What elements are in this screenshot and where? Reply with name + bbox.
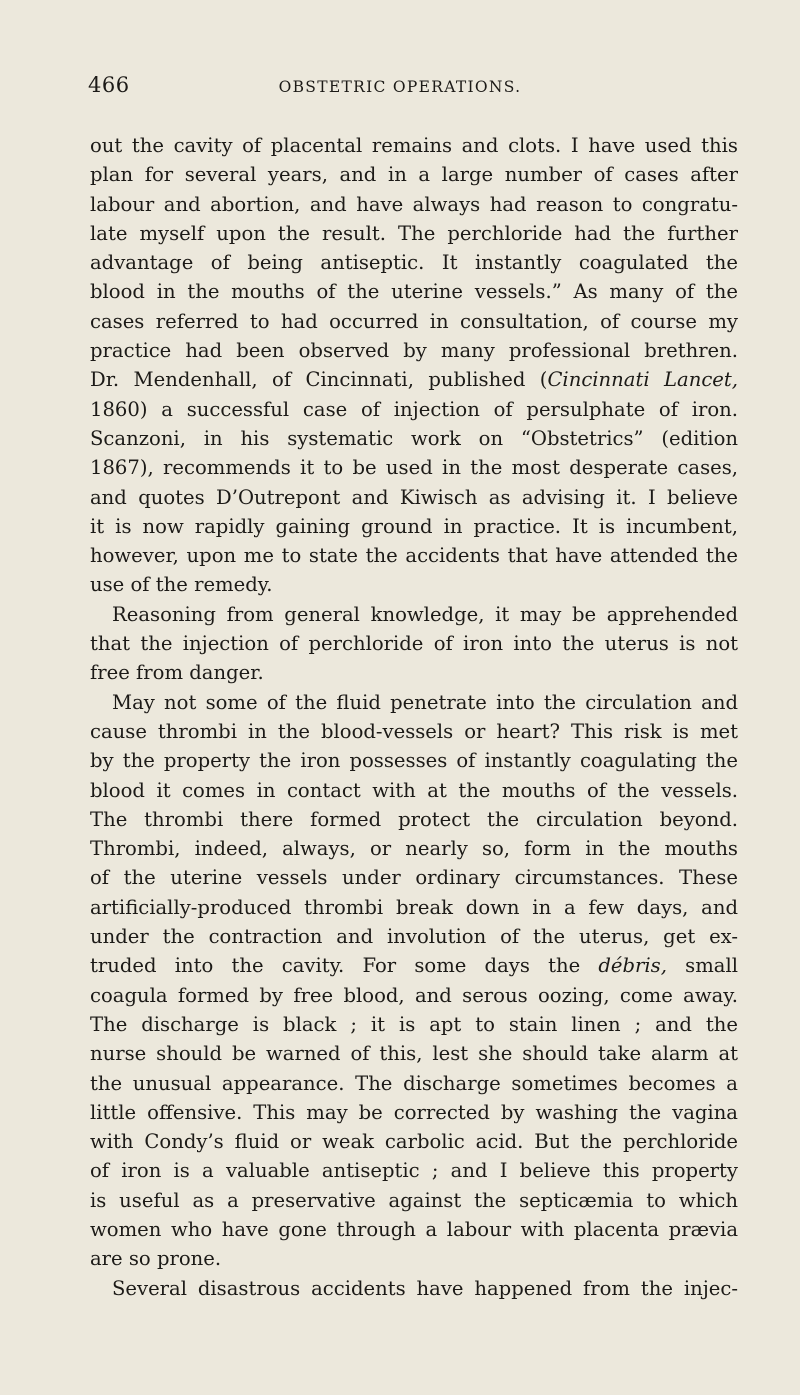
paragraph-end-line: use of the remedy. xyxy=(90,573,273,597)
paragraph-start-line: Reasoning from general knowledge, it may be apprehended xyxy=(112,602,738,626)
text-segment: Dr. Mendenhall, of Cincinnati, published ( xyxy=(90,368,548,392)
text-line: practice had been observed by many professional brethren. xyxy=(90,339,738,363)
text-line xyxy=(90,365,738,394)
text-line: 1867), recommends it to be used in the most desperate cases, xyxy=(90,456,738,480)
text-line: plan for several years, and in a large number of cases after xyxy=(90,163,738,187)
running-head: OBSTETRIC OPERATIONS. xyxy=(278,78,522,96)
paragraph-end-line: free from danger. xyxy=(90,661,264,685)
text-line: artificially-produced thrombi break down in a few days, and xyxy=(90,895,738,919)
text-line: out the cavity of placental remains and clots. I have used this xyxy=(90,134,738,157)
page-number: 466 xyxy=(88,73,130,97)
text-line: labour and abortion, and have always had reason to congratu- xyxy=(90,192,738,216)
text-line: and quotes D’Outrepont and Kiwisch as advising it. I believe xyxy=(90,485,738,509)
text-segment: small xyxy=(666,954,738,978)
text-line: women who have gone through a labour with placenta prævia xyxy=(90,1217,738,1241)
text-line: little offensive. This may be corrected by washing the vagina xyxy=(90,1100,738,1124)
text-line: The thrombi there formed protect the circulation beyond. xyxy=(90,807,738,831)
text-line xyxy=(90,951,738,980)
text-line: is useful as a preservative against the septicæmia to which xyxy=(90,1188,738,1212)
text-line: late myself upon the result. The perchloride had the further xyxy=(90,221,738,245)
text-line: that the injection of perchloride of iron into the uterus is not xyxy=(90,632,738,656)
text-line: of iron is a valuable antiseptic ; and I believe this property xyxy=(90,1159,738,1183)
text-line: with Condy’s fluid or weak carbolic acid. But the perchloride xyxy=(90,1130,738,1154)
text-line: Thrombi, indeed, always, or nearly so, form in the mouths xyxy=(90,837,738,861)
italic-term: débris, xyxy=(598,954,667,978)
text-line: Scanzoni, in his systematic work on “Obstetrics” (edition xyxy=(90,426,738,450)
text-line: blood it comes in contact with at the mouths of the vessels. xyxy=(90,778,738,802)
text-line: it is now rapidly gaining ground in practice. It is incumbent, xyxy=(90,514,738,538)
text-line: the unusual appearance. The discharge sometimes becomes a xyxy=(90,1071,738,1095)
text-line: blood in the mouths of the uterine vessels.” As many of the xyxy=(90,280,738,304)
text-line: coagula formed by free blood, and serous oozing, come away. xyxy=(90,983,738,1007)
text-line: however, upon me to state the accidents that have attended the xyxy=(90,544,738,568)
text-line: by the property the iron possesses of instantly coagulating the xyxy=(90,749,738,773)
text-line: 1860) a successful case of injection of persulphate of iron. xyxy=(90,397,738,421)
text-line: nurse should be warned of this, lest she should take alarm at xyxy=(90,1042,738,1066)
text-segment: truded into the cavity. For some days the xyxy=(90,954,599,978)
text-line: The discharge is black ; it is apt to stain linen ; and the xyxy=(90,1012,738,1036)
text-line: cause thrombi in the blood-vessels or heart? This risk is met xyxy=(90,719,738,743)
text-line: under the contraction and involution of the uterus, get ex- xyxy=(90,925,738,949)
text-line: advantage of being antiseptic. It instantly coagulated the xyxy=(90,251,738,275)
text-line: cases referred to had occurred in consultation, of course my xyxy=(90,309,738,333)
paragraph-end-line: are so prone. xyxy=(90,1247,222,1271)
paragraph-start-line: May not some of the fluid penetrate into the circulation and xyxy=(112,690,738,714)
paragraph-start-line: Several disastrous accidents have happened from the injec- xyxy=(112,1276,738,1300)
body-text xyxy=(90,131,738,1303)
text-line: of the uterine vessels under ordinary circumstances. These xyxy=(90,866,738,890)
journal-title: Cincinnati Lancet, xyxy=(547,368,739,392)
